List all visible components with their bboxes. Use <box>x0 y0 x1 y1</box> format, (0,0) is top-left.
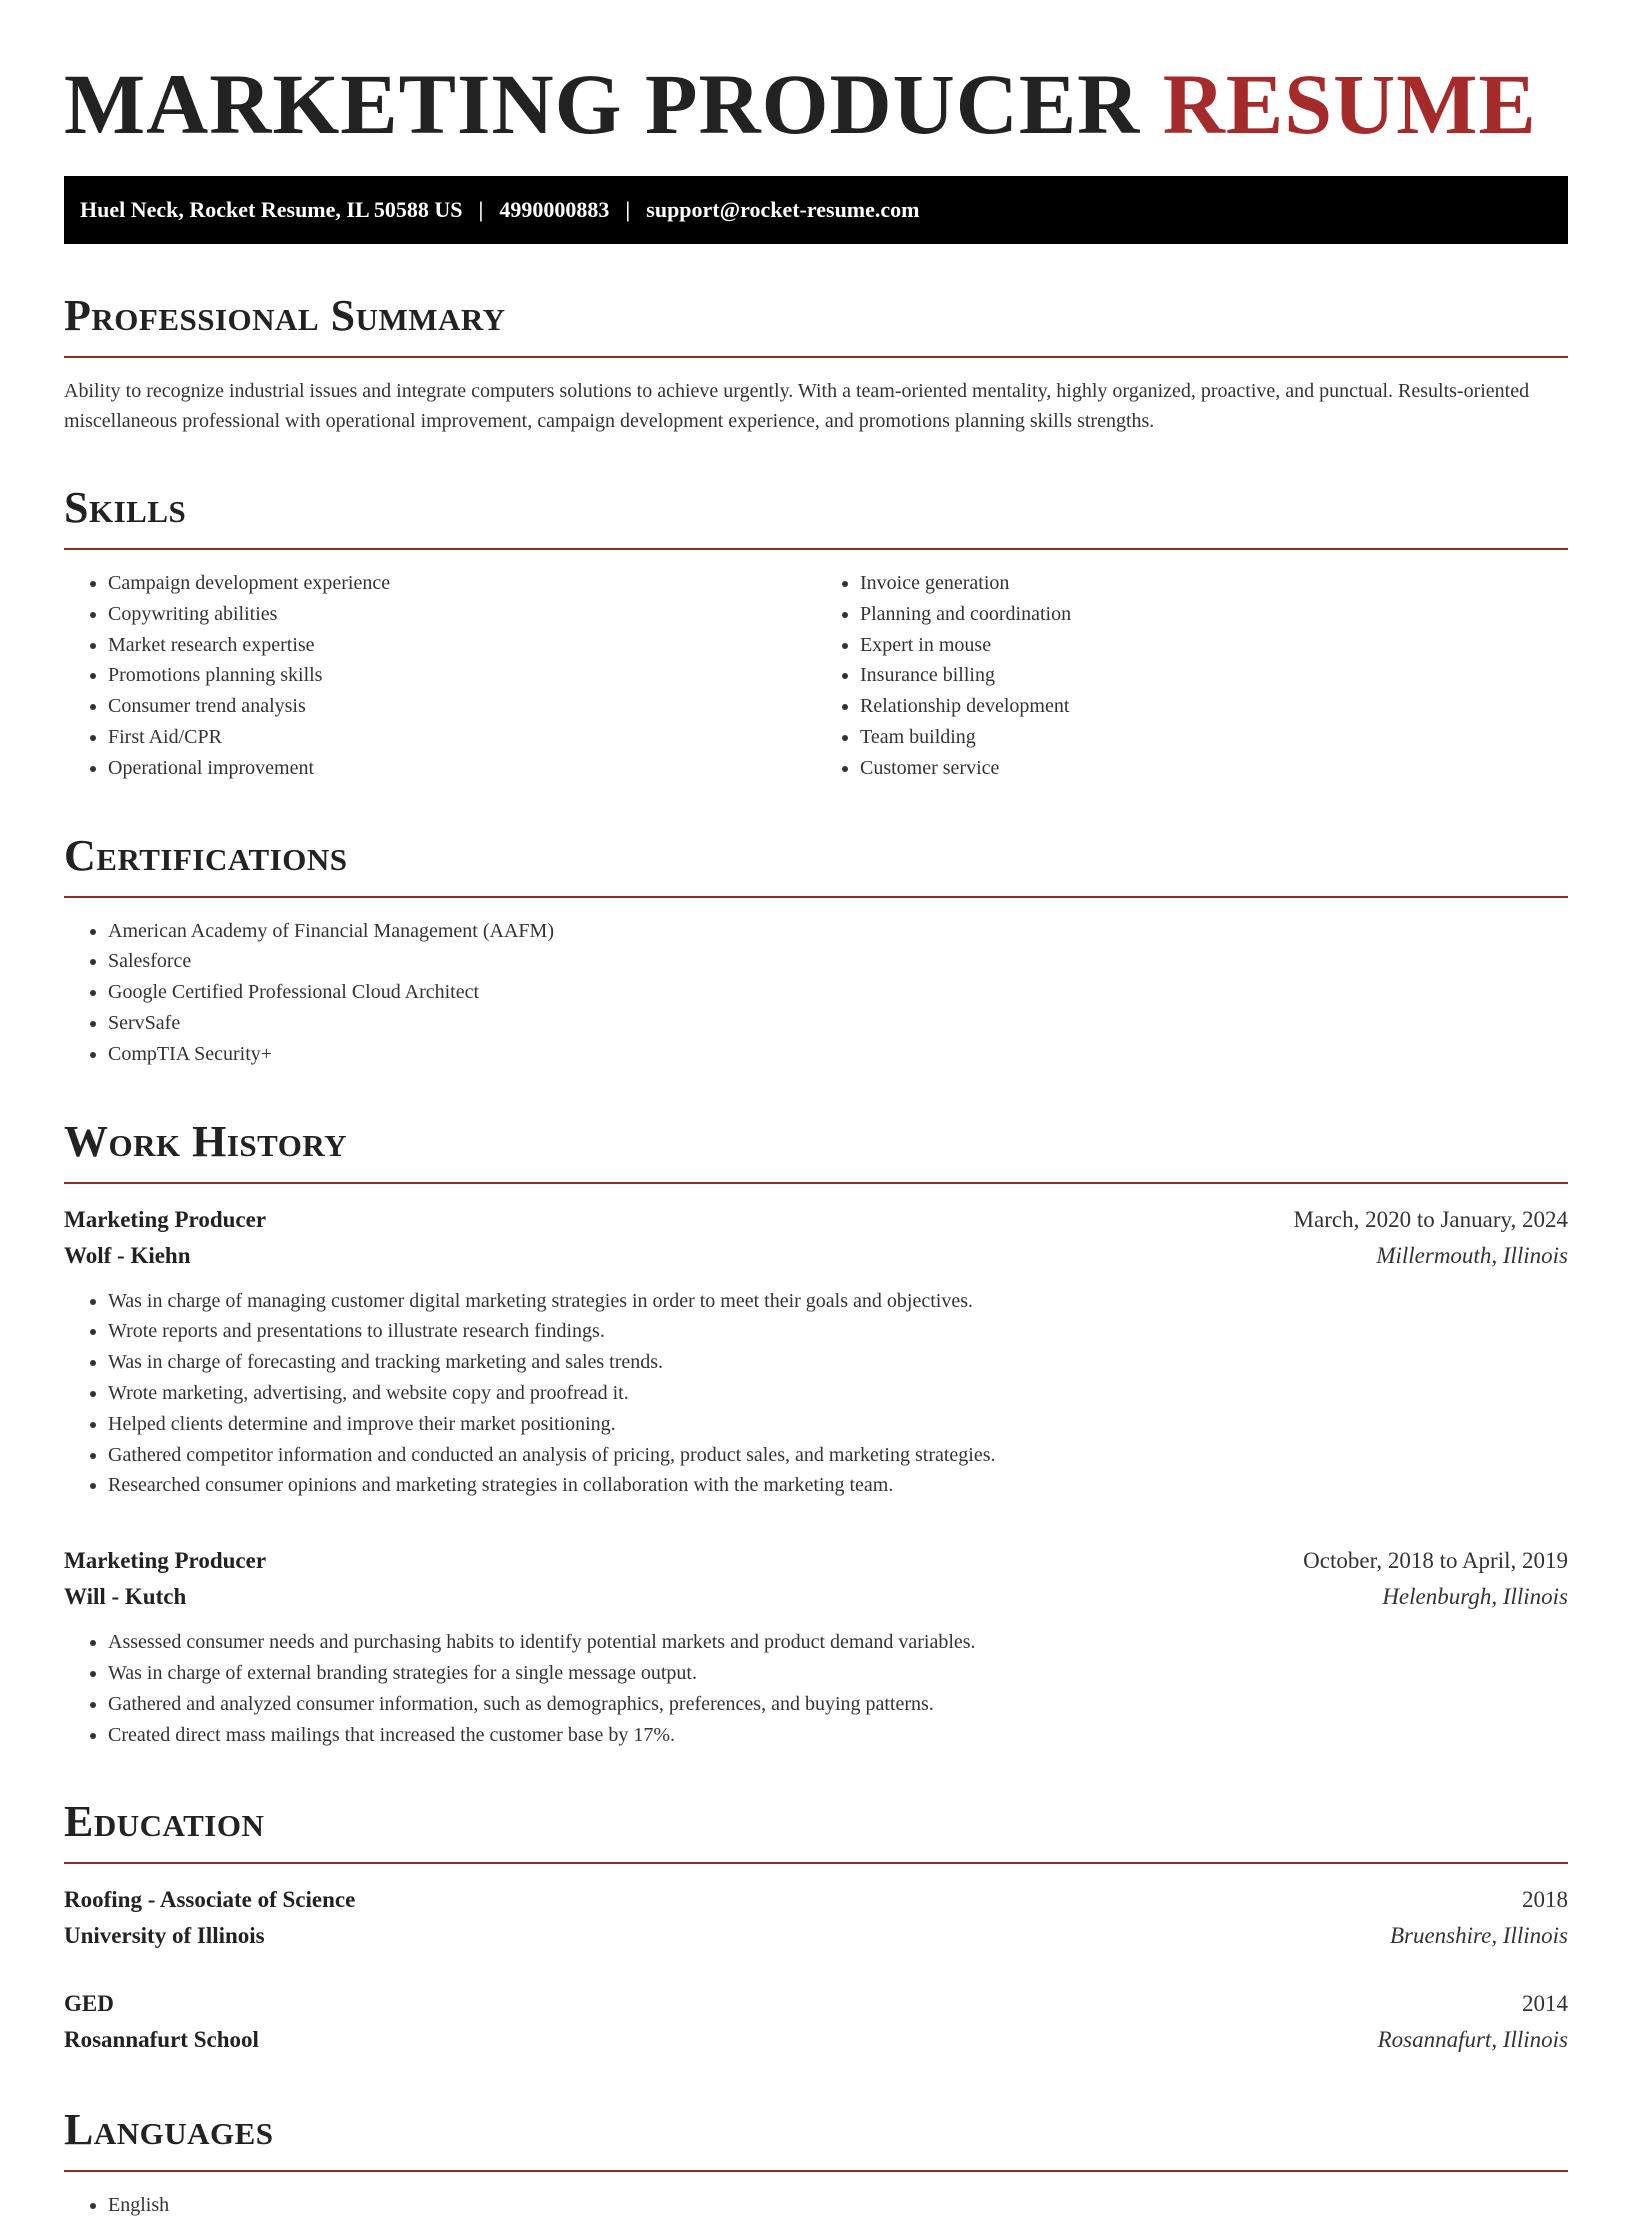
education-year: 2014 <box>1522 1991 1568 2017</box>
education-degree-row <box>64 1986 1568 2022</box>
languages-section <box>64 2104 1568 2221</box>
list-item: • Was in charge of forecasting and tracking marketing and sales trends. <box>108 1347 1568 1378</box>
job-company-row <box>64 1238 1568 1274</box>
contact-phone: 4990000883 <box>499 197 610 222</box>
education-entry <box>64 1882 1568 1954</box>
list-item: • Salesforce <box>108 946 1568 977</box>
list-item: • Relationship development <box>860 691 1568 722</box>
list-item: • Copywriting abilities <box>108 599 816 630</box>
education-degree-row <box>64 1882 1568 1918</box>
list-item: • Created direct mass mailings that increased the customer base by 17%. <box>108 1720 1568 1751</box>
skills-list-left <box>64 568 816 784</box>
list-item: • Gathered and analyzed consumer information, such as demographics, preferences, and buying patterns. <box>108 1689 1568 1720</box>
list-item: • Wrote marketing, advertising, and website copy and proofread it. <box>108 1378 1568 1409</box>
list-item: • First Aid/CPR <box>108 722 816 753</box>
list-item: • Insurance billing <box>860 660 1568 691</box>
education-entry <box>64 1986 1568 2058</box>
job-title: Marketing Producer <box>64 1206 267 1232</box>
education-heading: Education <box>64 1796 1568 1864</box>
work-history-heading: Work History <box>64 1116 1568 1184</box>
education-degree: GED <box>64 1991 114 2017</box>
list-item: • Google Certified Professional Cloud Architect <box>108 977 1568 1008</box>
list-item: • Helped clients determine and improve their market positioning. <box>108 1409 1568 1440</box>
list-item: • American Academy of Financial Management (AAFM) <box>108 916 1568 947</box>
title-accent: RESUME <box>1162 56 1537 152</box>
job-header-row <box>64 1202 1568 1238</box>
job-bullets <box>64 1627 1568 1750</box>
certifications-heading: Certifications <box>64 830 1568 898</box>
certifications-list <box>64 916 1568 1070</box>
list-item: • Market research expertise <box>108 630 816 661</box>
job-dates: October, 2018 to April, 2019 <box>1303 1548 1568 1574</box>
education-section <box>64 1796 1568 2058</box>
job-bullets <box>64 1286 1568 1502</box>
list-item: • Was in charge of managing customer digital marketing strategies in order to meet their goals and objectives. <box>108 1286 1568 1317</box>
list-item: • Planning and coordination <box>860 599 1568 630</box>
list-item: • Campaign development experience <box>108 568 816 599</box>
job-company: Wolf - Kiehn <box>64 1242 191 1268</box>
job-company: Will - Kutch <box>64 1584 187 1610</box>
skills-section <box>64 482 1568 784</box>
job-dates: March, 2020 to January, 2024 <box>1293 1206 1568 1232</box>
certifications-section <box>64 830 1568 1070</box>
job-location: Millermouth, Illinois <box>1376 1242 1568 1268</box>
education-year: 2018 <box>1522 1887 1568 1913</box>
list-item: • Researched consumer opinions and marketing strategies in collaboration with the marketing team. <box>108 1470 1568 1501</box>
contact-separator: | <box>478 197 484 222</box>
skills-columns <box>64 550 1568 784</box>
list-item: • ServSafe <box>108 1008 1568 1039</box>
list-item: • Invoice generation <box>860 568 1568 599</box>
languages-heading: Languages <box>64 2104 1568 2172</box>
job-entry <box>64 1543 1568 1750</box>
summary-section <box>64 290 1568 436</box>
job-location: Helenburgh, Illinois <box>1382 1584 1568 1610</box>
resume-title <box>64 0 1568 176</box>
contact-email[interactable]: support@rocket-resume.com <box>646 197 920 222</box>
list-item: • Gathered competitor information and conducted an analysis of pricing, product sales, and marketing strategies. <box>108 1440 1568 1471</box>
list-item: • English <box>108 2190 1568 2221</box>
list-item: • CompTIA Security+ <box>108 1039 1568 1070</box>
list-item: • Operational improvement <box>108 753 816 784</box>
contact-bar <box>64 176 1568 244</box>
list-item: • Promotions planning skills <box>108 660 816 691</box>
education-location: Bruenshire, Illinois <box>1389 1923 1568 1949</box>
summary-heading: Professional Summary <box>64 290 1568 358</box>
job-header-row <box>64 1543 1568 1579</box>
list-item: • Customer service <box>860 753 1568 784</box>
education-school-row <box>64 2022 1568 2058</box>
job-company-row <box>64 1579 1568 1615</box>
list-item: • Was in charge of external branding strategies for a single message output. <box>108 1658 1568 1689</box>
job-entry <box>64 1202 1568 1502</box>
skills-list-right <box>816 568 1568 784</box>
list-item: • Team building <box>860 722 1568 753</box>
contact-address: Huel Neck, Rocket Resume, IL 50588 US <box>80 197 463 222</box>
languages-list <box>64 2190 1568 2221</box>
list-item: • Wrote reports and presentations to illustrate research findings. <box>108 1316 1568 1347</box>
job-title: Marketing Producer <box>64 1548 267 1574</box>
education-location: Rosannafurt, Illinois <box>1377 2027 1568 2053</box>
skills-heading: Skills <box>64 482 1568 550</box>
education-school: University of Illinois <box>64 1923 265 1949</box>
list-item: • Consumer trend analysis <box>108 691 816 722</box>
contact-separator: | <box>625 197 631 222</box>
work-history-section <box>64 1116 1568 1751</box>
list-item: • Assessed consumer needs and purchasing habits to identify potential markets and product demand variables. <box>108 1627 1568 1658</box>
summary-text: Ability to recognize industrial issues and integrate computers solutions to achieve urgently. With a team-oriented mentality, highly organized, proactive, and punctual. Results-oriented miscellaneous professional with operational improvement, campaign development experience, and promotions planning skills strengths. <box>64 380 1530 432</box>
title-main: MARKETING PRODUCER <box>64 56 1141 152</box>
education-school: Rosannafurt School <box>64 2027 259 2053</box>
education-school-row <box>64 1918 1568 1954</box>
list-item: • Expert in mouse <box>860 630 1568 661</box>
education-degree: Roofing - Associate of Science <box>64 1887 356 1913</box>
